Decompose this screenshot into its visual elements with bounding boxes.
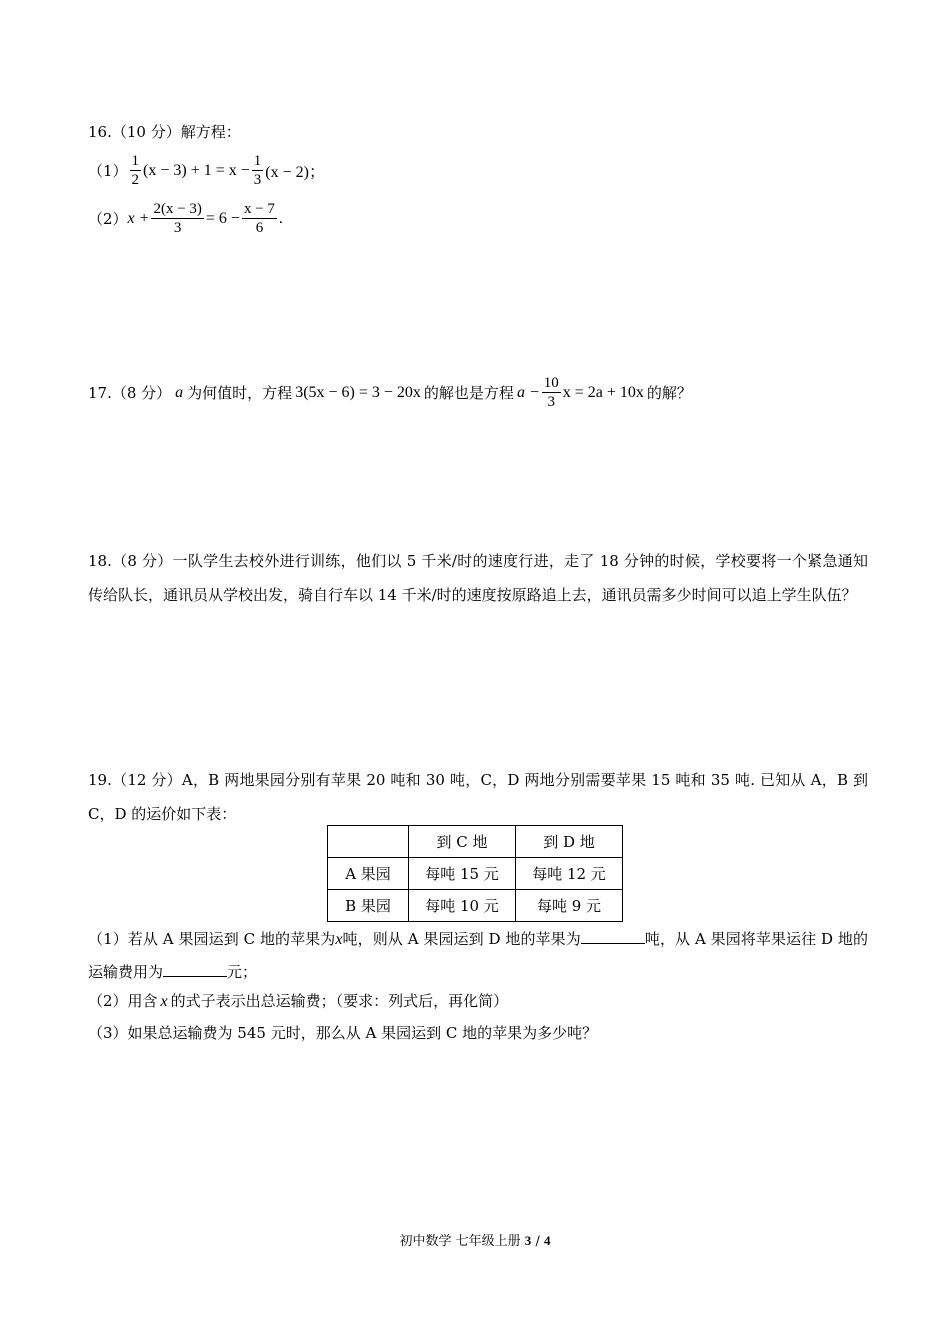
q16-part1-lhs: (x − 3) + 1 = x − [143, 161, 250, 179]
table-header-cell: 到 C 地 [409, 826, 516, 858]
q16-part2-label: （2） [88, 210, 128, 228]
q16-part2-mid: = 6 − [205, 209, 240, 227]
q16-part2 [88, 200, 283, 237]
q19-sub-2: （2）用含 x 的式子表示出总运输费；（要求：列式后，再化简） [88, 992, 509, 1010]
q16-part1-fraction-1: $\frac{1}{2}$ [131, 153, 140, 188]
answer-blank [163, 962, 227, 977]
price-table [327, 825, 623, 922]
table-cell: A 果园 [328, 858, 409, 890]
footer-separator: / [535, 1234, 540, 1249]
q17-prefix: 17.（8 分） [88, 384, 172, 402]
q16-part1 [88, 152, 325, 189]
q17-fraction: $\frac{10}{3}$ [543, 375, 559, 410]
table-cell: 每吨 12 元 [516, 858, 623, 890]
footer-label: 初中数学 七年级上册 [399, 1234, 521, 1249]
q17-equation-1: 3(5x − 6) = 3 − 20x [295, 383, 421, 401]
q16-part2-x: x + [127, 209, 150, 227]
q17-text-3: 的解？ [646, 384, 692, 402]
q19-sub-1-x: x [335, 931, 343, 948]
table-cell: 每吨 9 元 [516, 890, 623, 922]
q19-sub-3: （3）如果总运输费为 545 元时，那么从 A 果园运到 C 地的苹果为多少吨？ [88, 1024, 598, 1042]
q19-sub-1: （1）若从 A 果园运到 C 地的苹果为x吨，则从 A 果园运到 D 地的苹果为 吨，从 A 果园将苹果运往 D 地的运输费用为 元； [88, 930, 869, 981]
footer-total-pages: 4 [543, 1233, 551, 1248]
q16-part2-fraction-1: $\frac{2(x - 3)}{3}$ [153, 201, 202, 236]
q17-equation-2: x = 2a + 10x [562, 383, 644, 401]
q17-text-2: 的解也是方程 [423, 384, 514, 402]
q16-part2-fraction-2: $\frac{x - 7}{6}$ [243, 201, 275, 236]
footer-page-number: 3 [524, 1233, 532, 1248]
table-row [328, 858, 623, 890]
q16-part2-end: . [278, 209, 283, 227]
table-header-cell [328, 826, 409, 858]
q17-a-minus: a − [516, 383, 540, 401]
q16-part1-label: （1） [88, 162, 128, 180]
table-cell: 每吨 10 元 [409, 890, 516, 922]
table-row [328, 890, 623, 922]
table-header-cell: 到 D 地 [516, 826, 623, 858]
answer-blank [581, 929, 645, 944]
table-header-row [328, 826, 623, 858]
q19-sub-2-x: x [160, 993, 168, 1010]
q19-text: 19.（12 分）A，B 两地果园分别有苹果 20 吨和 30 吨，C，D 两地分别需要苹果 15 吨和 35 吨. 已知从 A，B 到 C，D 的运价如下表： [88, 771, 868, 823]
q17-text-1: 为何值时，方程 [187, 384, 293, 402]
q18-text: 18.（8 分）一队学生去校外进行训练，他们以 5 千米/时的速度行进，走了 18 分钟的时候，学校要将一个紧急通知传给队长，通讯员从学校出发，骑自行车以 14 千米/时的速度按原路追上去，通讯员需多少时间可以追上学生队伍？ [88, 552, 868, 604]
table-cell: B 果园 [328, 890, 409, 922]
page-footer [0, 1230, 950, 1249]
table-cell: 每吨 15 元 [409, 858, 516, 890]
q17-variable-a: a [175, 383, 184, 401]
q16-title: 16.（10 分）解方程： [88, 123, 241, 141]
q17 [88, 374, 692, 411]
q16-part1-fraction-2: $\frac{1}{3}$ [253, 153, 262, 188]
q16-part1-rhs: (x − 2)； [265, 164, 325, 181]
